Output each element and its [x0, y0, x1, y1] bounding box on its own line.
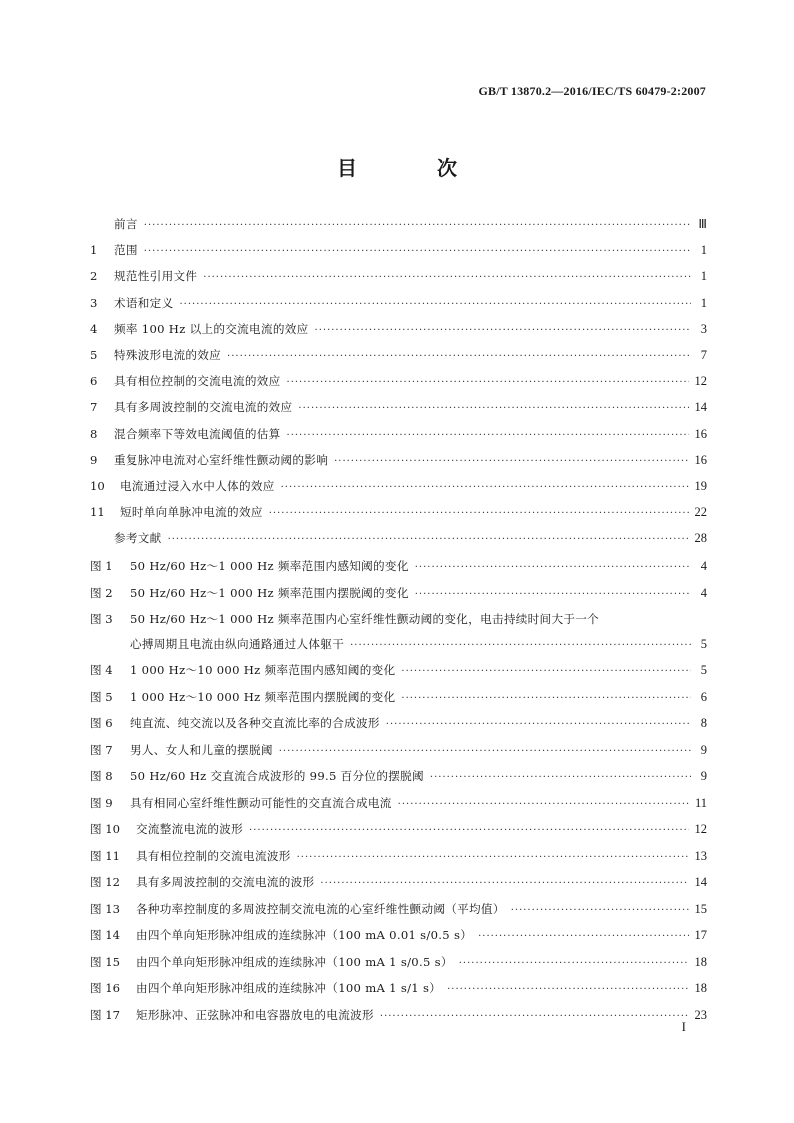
toc-figure-entry[interactable]	[90, 901, 707, 919]
entry-title: 具有多周波控制的交流电流的效应	[114, 400, 293, 415]
dot-leader	[459, 956, 689, 972]
entry-title: 参考文献	[114, 531, 162, 546]
entry-title: 矩形脉冲、正弦脉冲和电容器放电的电流波形	[136, 1007, 374, 1022]
entry-page-number: 28	[694, 531, 707, 546]
entry-number: 7	[90, 400, 98, 415]
entry-page-number: 14	[694, 875, 707, 889]
entry-title: 短时单向单脉冲电流的效应	[120, 505, 263, 520]
toc-figure-entry[interactable]	[90, 636, 707, 654]
entry-number: 图 5	[90, 689, 113, 704]
toc-figure-entry[interactable]	[90, 874, 707, 892]
entry-page-number: 3	[700, 321, 707, 336]
toc-figure-entry[interactable]	[90, 742, 707, 760]
dot-leader	[315, 323, 691, 339]
dot-leader	[447, 982, 688, 998]
entry-number: 图 11	[90, 848, 121, 863]
entry-number: 图 12	[90, 875, 121, 889]
dot-leader	[415, 587, 691, 603]
entry-number: 10	[90, 478, 105, 493]
toc-figure-entry[interactable]	[90, 848, 707, 866]
toc-figure-entry[interactable]	[90, 689, 707, 707]
toc-section-entry[interactable]	[90, 295, 707, 313]
entry-title: 具有相同心室纤维性颤动可能性的交直流合成电流	[130, 795, 392, 810]
entry-page-number: 5	[700, 636, 707, 651]
toc-figure-entry[interactable]	[90, 980, 707, 998]
standard-code: GB/T 13870.2—2016/IEC/TS 60479-2:2007	[478, 84, 706, 98]
toc-section-entry[interactable]	[90, 399, 707, 417]
entry-title: 50 Hz/60 Hz～1 000 Hz 频率范围内摆脱阈的变化	[130, 585, 409, 600]
entry-title: 1 000 Hz～10 000 Hz 频率范围内感知阈的变化	[130, 663, 396, 677]
entry-title: 50 Hz/60 Hz～1 000 Hz 频率范围内感知阈的变化	[130, 559, 409, 573]
entry-number: 2	[90, 269, 98, 284]
toc-section-entry[interactable]	[90, 504, 707, 522]
entry-title: 由四个单向矩形脉冲组成的连续脉冲（100 mA 1 s/0.5 s）	[136, 954, 453, 969]
dot-leader	[144, 218, 691, 234]
dot-leader	[415, 560, 691, 576]
entry-title: 范围	[114, 243, 138, 258]
toc-section-entry[interactable]	[90, 321, 707, 339]
entry-page-number: 12	[694, 822, 707, 836]
toc-figure-entry[interactable]	[90, 768, 707, 786]
dot-leader	[320, 876, 688, 892]
toc-section-entry[interactable]	[90, 426, 707, 444]
toc-section-entry[interactable]	[90, 452, 707, 470]
entry-page-number: Ⅲ	[698, 217, 707, 231]
entry-number: 图 14	[90, 928, 121, 942]
dot-leader	[203, 270, 691, 286]
dot-leader	[478, 929, 688, 945]
toc-figure-entry[interactable]	[90, 795, 707, 813]
entry-page-number: 22	[694, 505, 707, 520]
entry-title: 前言	[114, 217, 138, 231]
dot-leader	[401, 664, 691, 680]
dot-leader	[279, 744, 691, 760]
entry-page-number: 13	[694, 848, 707, 863]
entry-page-number: 1	[700, 295, 707, 310]
dot-leader	[401, 691, 691, 707]
entry-title: 各种功率控制度的多周波控制交流电流的心室纤维性颤动阈（平均值）	[136, 901, 505, 916]
entry-title: 交流整流电流的波形	[136, 822, 244, 836]
toc-section-entry[interactable]	[90, 478, 707, 496]
entry-title: 由四个单向矩形脉冲组成的连续脉冲（100 mA 0.01 s/0.5 s）	[136, 928, 473, 942]
dot-leader	[386, 717, 691, 733]
page-title: 目 次	[337, 156, 487, 180]
dot-leader	[269, 506, 689, 522]
entry-title: 具有多周波控制的交流电流的波形	[136, 875, 315, 889]
entry-number: 图 7	[90, 742, 113, 757]
entry-title: 规范性引用文件	[114, 269, 198, 284]
toc-section-entry[interactable]	[90, 347, 707, 365]
toc-section-entry[interactable]	[90, 242, 707, 260]
entry-page-number: 19	[694, 478, 707, 493]
entry-title: 混合频率下等效电流阈值的估算	[114, 426, 281, 441]
toc-section-entry[interactable]	[90, 530, 707, 548]
dot-leader	[287, 375, 689, 391]
entry-page-number: 7	[700, 347, 707, 362]
entry-title: 具有相位控制的交流电流波形	[136, 848, 291, 863]
entry-page-number: 18	[694, 954, 707, 969]
entry-page-number: 5	[700, 663, 707, 677]
entry-title: 特殊波形电流的效应	[114, 347, 222, 362]
entry-title: 50 Hz/60 Hz 交直流合成波形的 99.5 百分位的摆脱阈	[130, 769, 424, 783]
dot-leader	[298, 401, 688, 417]
entry-page-number: 1	[700, 269, 707, 284]
dot-leader	[168, 532, 689, 548]
entry-number: 4	[90, 321, 98, 336]
entry-page-number: 6	[700, 689, 707, 704]
entry-title: 男人、女人和儿童的摆脱阈	[130, 742, 273, 757]
toc-figure-entry[interactable]	[90, 611, 707, 627]
entry-number: 图 1	[90, 559, 113, 573]
entry-number: 8	[90, 426, 98, 441]
entry-page-number: 9	[700, 742, 707, 757]
page-number: I	[681, 1019, 686, 1034]
toc-figure-entry[interactable]	[90, 1007, 707, 1025]
entry-number: 9	[90, 452, 98, 467]
dot-leader	[144, 244, 691, 260]
entry-number: 图 17	[90, 1007, 121, 1022]
dot-leader	[398, 797, 689, 813]
entry-page-number: 12	[694, 374, 707, 389]
entry-title: 心搏周期且电流由纵向通路通过人体躯干	[130, 636, 345, 651]
dot-leader	[287, 428, 689, 444]
dot-leader	[179, 297, 691, 313]
toc-figure-entry[interactable]	[90, 558, 707, 576]
toc-figure-entry[interactable]	[90, 954, 707, 972]
entry-number: 图 13	[90, 901, 121, 916]
entry-number: 图 16	[90, 981, 121, 995]
entry-page-number: 8	[700, 716, 707, 730]
entry-number: 图 10	[90, 822, 121, 836]
entry-number: 图 15	[90, 954, 121, 969]
entry-number: 图 8	[90, 769, 113, 783]
entry-number: 图 9	[90, 795, 113, 810]
toc-figures	[90, 558, 707, 1033]
entry-title: 重复脉冲电流对心室纤维性颤动阈的影响	[114, 452, 329, 467]
entry-number: 1	[90, 243, 98, 258]
dot-leader	[511, 903, 689, 919]
toc-figure-entry[interactable]	[90, 821, 707, 839]
entry-page-number: 4	[700, 559, 707, 573]
toc-section-entry[interactable]	[90, 373, 707, 391]
entry-number: 图 4	[90, 663, 113, 677]
entry-page-number: 4	[700, 585, 707, 600]
entry-title: 电流通过浸入水中人体的效应	[120, 478, 275, 493]
entry-page-number: 16	[694, 426, 707, 441]
entry-number: 图 2	[90, 585, 113, 600]
entry-title: 频率 100 Hz 以上的交流电流的效应	[114, 321, 309, 336]
entry-title: 术语和定义	[114, 295, 174, 310]
entry-number: 图 3	[90, 612, 113, 626]
dot-leader	[249, 823, 688, 839]
dot-leader	[227, 349, 691, 365]
entry-title: 具有相位控制的交流电流的效应	[114, 374, 281, 389]
entry-page-number: 1	[700, 243, 707, 258]
dot-leader	[281, 480, 689, 496]
dot-leader	[430, 770, 691, 786]
entry-page-number: 9	[700, 769, 707, 783]
entry-page-number: 15	[694, 901, 707, 916]
dot-leader	[297, 850, 689, 866]
entry-title: 50 Hz/60 Hz～1 000 Hz 频率范围内心室纤维性颤动阈的变化，电击持续时间大于一个	[130, 612, 600, 626]
entry-page-number: 16	[694, 452, 707, 467]
entry-title: 1 000 Hz～10 000 Hz 频率范围内摆脱阈的变化	[130, 689, 396, 704]
entry-number: 11	[90, 505, 105, 520]
entry-number: 3	[90, 295, 98, 310]
toc-figure-entry[interactable]	[90, 927, 707, 945]
toc-figure-entry[interactable]	[90, 715, 707, 733]
entry-number: 6	[90, 374, 98, 389]
dot-leader	[334, 454, 688, 470]
dot-leader	[350, 638, 691, 654]
toc-figure-entry[interactable]	[90, 662, 707, 680]
entry-number: 5	[90, 347, 98, 362]
entry-title: 由四个单向矩形脉冲组成的连续脉冲（100 mA 1 s/1 s）	[136, 981, 442, 995]
entry-page-number: 17	[694, 928, 707, 942]
toc-sections	[90, 216, 707, 556]
toc-figure-entry[interactable]	[90, 585, 707, 603]
entry-page-number: 18	[694, 981, 707, 995]
dot-leader	[380, 1009, 689, 1025]
entry-number: 图 6	[90, 716, 113, 730]
toc-section-entry[interactable]	[90, 216, 707, 234]
toc-section-entry[interactable]	[90, 268, 707, 286]
entry-page-number: 11	[694, 795, 707, 810]
entry-page-number: 23	[694, 1007, 707, 1022]
entry-page-number: 14	[694, 400, 707, 415]
entry-title: 纯直流、纯交流以及各种交直流比率的合成波形	[130, 716, 380, 730]
